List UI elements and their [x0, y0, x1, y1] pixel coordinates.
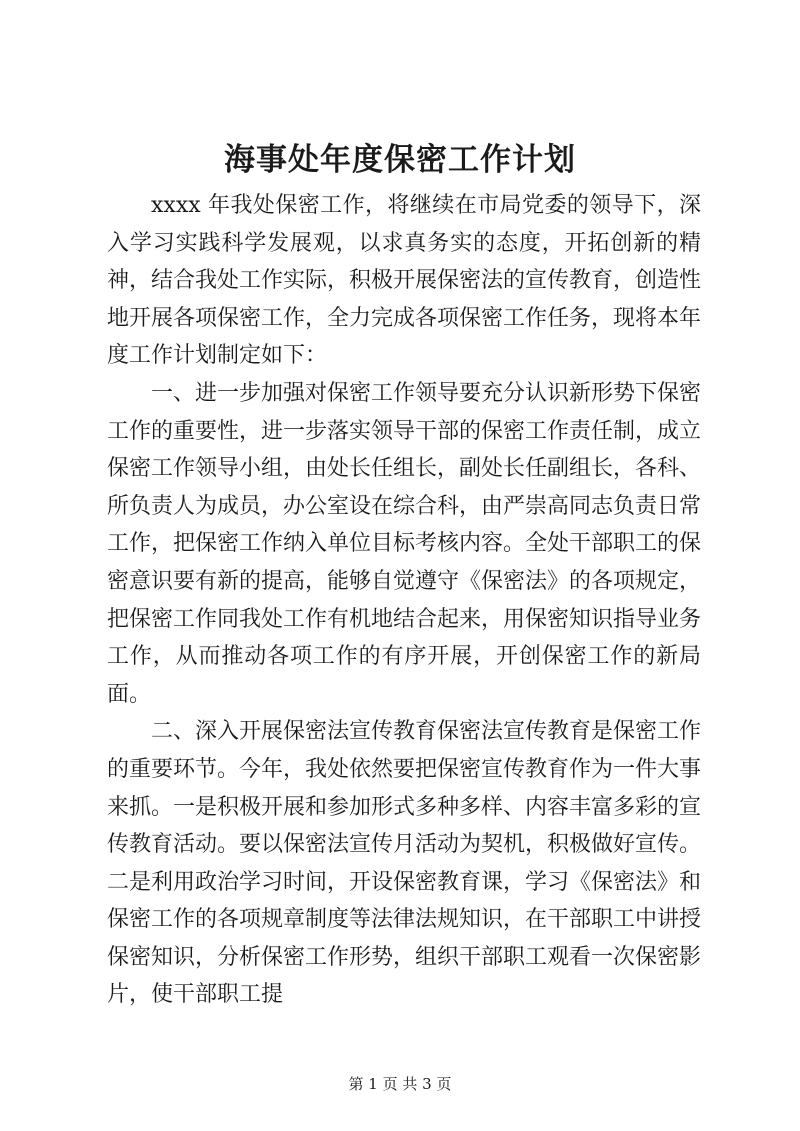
page-number-footer: 第 1 页 共 3 页	[348, 1075, 452, 1093]
paragraph-intro: xxxx 年我处保密工作，将继续在市局党委的领导下，深入学习实践科学发展观，以求真务实的态度，开拓创新的精神，结合我处工作实际，积极开展保密法的宣传教育，创造性地开展各项保密工作，全力完成各项保密工作任务，现将本年度工作计划制定如下：	[107, 193, 702, 369]
paragraph-section-two: 二、深入开展保密法宣传教育保密法宣传教育是保密工作的重要环节。今年，我处依然要把保密宣传教育作为一件大事来抓。一是积极开展和参加形式多种多样、内容丰富多彩的宣传教育活动。要以保密法宣传月活动为契机，积极做好宣传。二是利用政治学习时间，开设保密教育课，学习《保密法》和保密工作的各项规章制度等法律法规知识，在干部职工中讲授保密知识，分析保密工作形势，组织干部职工观看一次保密影片，使干部职工提	[107, 719, 702, 1008]
document-body	[107, 187, 701, 1014]
paragraph-section-one: 一、进一步加强对保密工作领导要充分认识新形势下保密工作的重要性，进一步落实领导干部的保密工作责任制，成立保密工作领导小组，由处长任组长，副处长任副组长，各科、所负责人为成员，办公室设在综合科，由严崇高同志负责日常工作，把保密工作纳入单位目标考核内容。全处干部职工的保密意识要有新的提高，能够自觉遵守《保密法》的各项规定，把保密工作同我处工作有机地结合起来，用保密知识指导业务工作，从而推动各项工作的有序开展，开创保密工作的新局面。	[107, 380, 702, 707]
document-title: 海事处年度保密工作计划	[224, 142, 576, 178]
